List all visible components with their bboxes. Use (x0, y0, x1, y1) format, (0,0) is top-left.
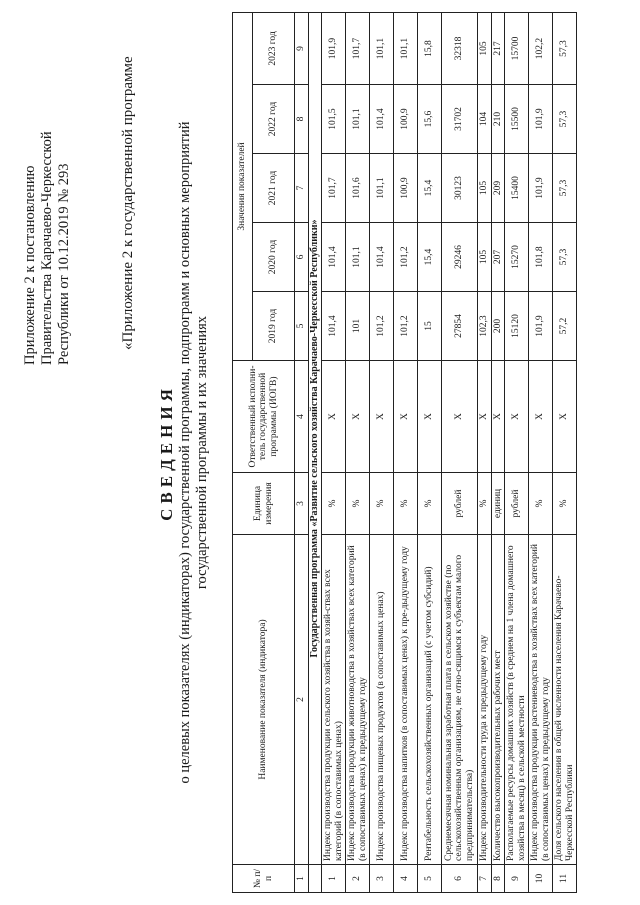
row-value-2019: 15120 (505, 292, 529, 361)
row-unit: % (346, 473, 370, 535)
header-year-2019: 2019 год (253, 292, 295, 361)
header-unit: Единица измерения (233, 473, 295, 535)
row-unit: % (322, 473, 346, 535)
row-unit: рублей (505, 473, 529, 535)
header-year-2021: 2021 год (253, 154, 295, 223)
row-value-2022: 104 (478, 85, 492, 154)
row-value-2019: 101 (346, 292, 370, 361)
row-value-2021: 15400 (505, 154, 529, 223)
row-responsible: X (442, 361, 478, 473)
row-responsible: X (346, 361, 370, 473)
row-name: Индекс производства продукции животноводства в хозяйствах всех категорий (в сопоставимых ценах) к предыдущему году (346, 535, 370, 865)
row-value-2023: 102,2 (529, 12, 553, 84)
header-responsible: Ответственный исполни-тель государственной программы (ИОГВ) (233, 361, 295, 473)
row-name: Количество высокопроизводительных рабочих мест (491, 535, 505, 865)
row-value-2023: 105 (478, 12, 492, 84)
row-value-2022: 210 (491, 85, 505, 154)
row-value-2022: 101,9 (529, 85, 553, 154)
row-value-2021: 101,7 (322, 154, 346, 223)
table-row (322, 12, 346, 892)
col-number-9: 9 (295, 12, 309, 84)
row-name: Индекс производства напитков (в сопоставимых ценах) к пре-дыдущему году (394, 535, 418, 865)
row-name: Рентабельность сельскохозяйственных организаций (с учетом субсидий) (418, 535, 442, 865)
header-name: Наименование показателя (индикатора) (233, 535, 295, 865)
row-unit: % (478, 473, 492, 535)
row-num: 8 (491, 865, 505, 893)
document-subtitle-2: государственной программы и их значениях (194, 315, 210, 590)
row-value-2021: 101,9 (529, 154, 553, 223)
row-value-2022: 101,1 (346, 85, 370, 154)
table-row (370, 12, 394, 892)
row-value-2023: 101,1 (394, 12, 418, 84)
header-year-2020: 2020 год (253, 223, 295, 292)
row-num: 10 (529, 865, 553, 893)
document-title: СВЕДЕНИЯ (157, 384, 176, 521)
row-responsible: X (478, 361, 492, 473)
row-value-2023: 217 (491, 12, 505, 84)
row-name: Индекс производства продукции сельского хозяйства в хозяй-ствах всех категорий (в сопоставимых ценах) (322, 535, 346, 865)
row-value-2022: 15,6 (418, 85, 442, 154)
row-responsible: X (370, 361, 394, 473)
table-row (505, 12, 529, 892)
appendix-line-4: «Приложение 2 к государственной программе (120, 56, 136, 350)
row-name: Индекс производства пищевых продуктов (в сопоставимых ценах) (370, 535, 394, 865)
table-row (553, 12, 577, 892)
row-unit: % (529, 473, 553, 535)
row-responsible: X (505, 361, 529, 473)
row-responsible: X (529, 361, 553, 473)
row-name: Располагаемые ресурсы домашних хозяйств (в среднем на 1 члена домашнего хозяйства в месяц) в сельской местности (505, 535, 529, 865)
row-name: Индекс производства продукции растениеводства в хозяйствах всех категорий (в сопоставимых ценах) к предыдущему году (529, 535, 553, 865)
row-value-2023: 15,8 (418, 12, 442, 84)
row-name: Доля сельского населения в общей численности населения Карачаево-Черкесской Республики (553, 535, 577, 865)
row-value-2020: 29246 (442, 223, 478, 292)
row-num: 4 (394, 865, 418, 893)
appendix-line-2: Правительства Карачаево-Черкесской (39, 131, 55, 365)
row-value-2021: 209 (491, 154, 505, 223)
row-value-2019: 101,2 (370, 292, 394, 361)
row-value-2023: 32318 (442, 12, 478, 84)
row-value-2019: 27854 (442, 292, 478, 361)
row-value-2019: 200 (491, 292, 505, 361)
indicators-table (232, 12, 577, 893)
row-value-2020: 105 (478, 223, 492, 292)
row-value-2022: 57,3 (553, 85, 577, 154)
row-value-2020: 101,2 (394, 223, 418, 292)
row-unit: рублей (442, 473, 478, 535)
row-value-2019: 101,2 (394, 292, 418, 361)
row-responsible: X (322, 361, 346, 473)
document-subtitle-1: о целевых показателях (индикаторах) государственной программы, подпрограмм и основных мероприятий (177, 121, 193, 784)
table-row (529, 12, 553, 892)
row-unit: единиц (491, 473, 505, 535)
row-num: 3 (370, 865, 394, 893)
col-number-1: 1 (295, 865, 309, 893)
row-num: 5 (418, 865, 442, 893)
appendix-line-3: Республики от 10.12.2019 № 293 (56, 163, 72, 365)
row-value-2022: 100,9 (394, 85, 418, 154)
appendix-line-1: Приложение 2 к постановлению (22, 165, 38, 365)
row-value-2019: 101,9 (529, 292, 553, 361)
row-value-2019: 57,2 (553, 292, 577, 361)
row-value-2023: 101,9 (322, 12, 346, 84)
row-value-2019: 15 (418, 292, 442, 361)
row-value-2020: 15,4 (418, 223, 442, 292)
row-value-2020: 57,3 (553, 223, 577, 292)
col-number-7: 7 (295, 154, 309, 223)
row-value-2022: 101,5 (322, 85, 346, 154)
col-number-6: 6 (295, 223, 309, 292)
col-number-2: 2 (295, 535, 309, 865)
row-responsible: X (491, 361, 505, 473)
row-value-2021: 57,3 (553, 154, 577, 223)
row-value-2020: 101,4 (370, 223, 394, 292)
table-row (478, 12, 492, 892)
header-year-2023: 2023 год (253, 12, 295, 84)
col-number-3: 3 (295, 473, 309, 535)
row-value-2021: 30123 (442, 154, 478, 223)
table-row (418, 12, 442, 892)
row-value-2021: 15,4 (418, 154, 442, 223)
row-value-2022: 31702 (442, 85, 478, 154)
appendix-note (22, 131, 73, 365)
row-unit: % (418, 473, 442, 535)
row-value-2019: 102,3 (478, 292, 492, 361)
row-unit: % (370, 473, 394, 535)
row-value-2022: 101,4 (370, 85, 394, 154)
row-num: 11 (553, 865, 577, 893)
header-num: № п/п (233, 865, 295, 893)
row-name: Индекс производительности труда к предыдущему году (478, 535, 492, 865)
table-row (491, 12, 505, 892)
program-title-spacer (308, 865, 322, 893)
program-title: Государственная программа «Развитие сельского хозяйства Карачаево-Черкесской Республики» (308, 12, 322, 864)
col-number-5: 5 (295, 292, 309, 361)
row-unit: % (394, 473, 418, 535)
table-row (346, 12, 370, 892)
row-num: 2 (346, 865, 370, 893)
header-values-group: Значения показателей (233, 12, 253, 360)
row-value-2023: 15700 (505, 12, 529, 84)
row-value-2021: 105 (478, 154, 492, 223)
row-value-2023: 101,7 (346, 12, 370, 84)
row-responsible: X (553, 361, 577, 473)
row-value-2021: 100,9 (394, 154, 418, 223)
row-value-2020: 15270 (505, 223, 529, 292)
row-value-2020: 101,1 (346, 223, 370, 292)
col-number-8: 8 (295, 85, 309, 154)
row-responsible: X (394, 361, 418, 473)
col-number-4: 4 (295, 361, 309, 473)
row-value-2023: 101,1 (370, 12, 394, 84)
row-num: 9 (505, 865, 529, 893)
row-value-2020: 101,8 (529, 223, 553, 292)
row-name: Среднемесячная номинальная заработная плата в сельском хозяйстве (по сельскохозяйственным организациям, не отно-сящимся к субъектам малого предпринимательства) (442, 535, 478, 865)
row-value-2023: 57,3 (553, 12, 577, 84)
row-responsible: X (418, 361, 442, 473)
row-value-2022: 15500 (505, 85, 529, 154)
table-row (394, 12, 418, 892)
row-value-2019: 101,4 (322, 292, 346, 361)
row-num: 7 (478, 865, 492, 893)
row-num: 6 (442, 865, 478, 893)
header-year-2022: 2022 год (253, 85, 295, 154)
row-value-2020: 101,4 (322, 223, 346, 292)
row-value-2021: 101,1 (370, 154, 394, 223)
row-num: 1 (322, 865, 346, 893)
row-unit: % (553, 473, 577, 535)
table-row (442, 12, 478, 892)
row-value-2020: 207 (491, 223, 505, 292)
row-value-2021: 101,6 (346, 154, 370, 223)
